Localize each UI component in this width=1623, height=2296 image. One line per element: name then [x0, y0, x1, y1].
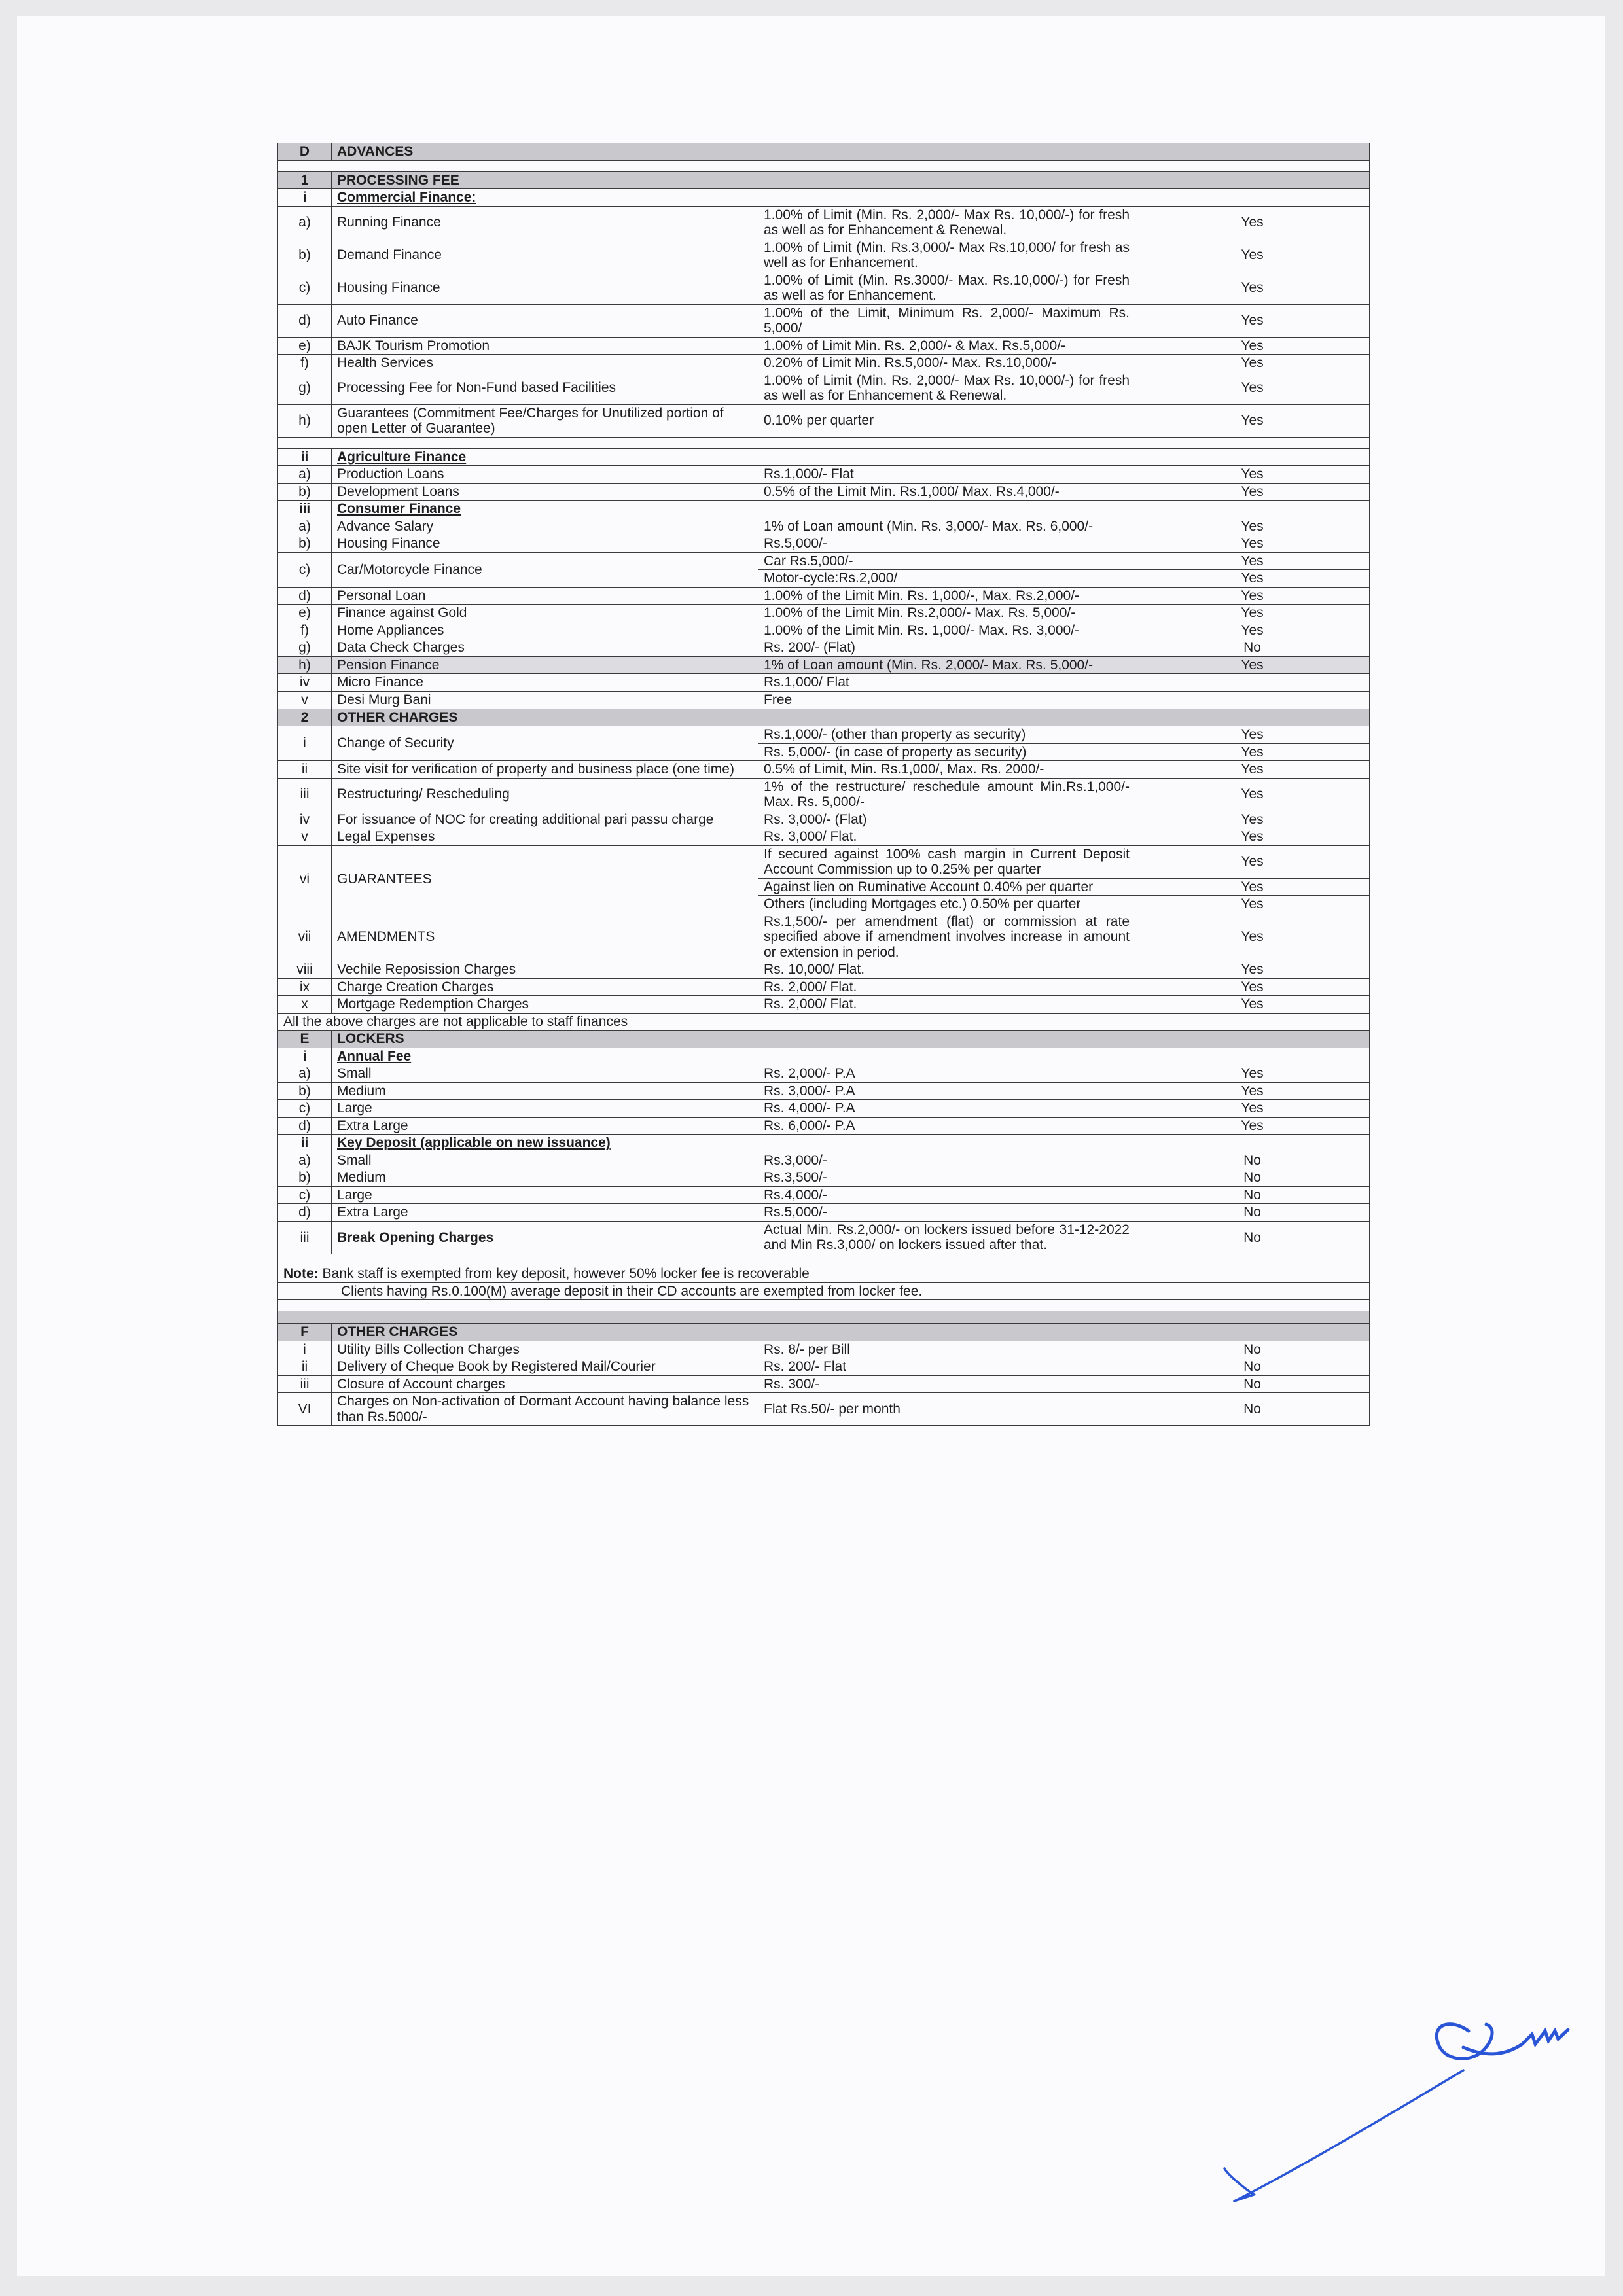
applicable-cell: No — [1135, 1204, 1370, 1222]
table-row — [278, 726, 1370, 744]
table-row — [278, 622, 1370, 639]
table-row — [278, 656, 1370, 674]
description-cell: Running Finance — [332, 206, 758, 239]
description-cell: Personal Loan — [332, 587, 758, 605]
table-row — [278, 913, 1370, 961]
charge-cell: 0.10% per quarter — [758, 404, 1135, 437]
charge-cell: 1.00% of Limit (Min. Rs. 2,000/- Max Rs. 10,000/-) for fresh as well as for Enhancement & Renewal. — [758, 372, 1135, 404]
description-cell: Processing Fee for Non-Fund based Facilities — [332, 372, 758, 404]
item-number: ii — [278, 1135, 332, 1152]
applicable-cell — [1135, 691, 1370, 709]
item-number: e) — [278, 605, 332, 622]
description-cell: Closure of Account charges — [332, 1375, 758, 1393]
item-number: b) — [278, 535, 332, 553]
description-cell: Desi Murg Bani — [332, 691, 758, 709]
applicable-cell — [1135, 171, 1370, 189]
note-text: Clients having Rs.0.100(M) average deposit in their CD accounts are exempted from locker fee. — [278, 1282, 1370, 1300]
charge-cell: Rs. 8/- per Bill — [758, 1341, 1135, 1358]
charge-cell — [758, 501, 1135, 518]
table-row — [278, 1031, 1370, 1048]
subsection-heading: Consumer Finance — [332, 501, 758, 518]
table-row — [278, 189, 1370, 207]
table-row — [278, 535, 1370, 553]
description-cell: Change of Security — [332, 726, 758, 761]
description-cell: GUARANTEES — [332, 845, 758, 913]
table-row — [278, 1186, 1370, 1204]
applicable-cell: Yes — [1135, 811, 1370, 828]
applicable-cell: No — [1135, 1221, 1370, 1254]
charge-cell: 0.5% of Limit, Min. Rs.1,000/, Max. Rs. 2000/- — [758, 761, 1135, 779]
applicable-cell: Yes — [1135, 535, 1370, 553]
applicable-cell: Yes — [1135, 828, 1370, 846]
table-row — [278, 143, 1370, 161]
charge-cell: Rs. 4,000/- P.A — [758, 1100, 1135, 1118]
applicable-cell: Yes — [1135, 239, 1370, 272]
item-number: D — [278, 143, 332, 161]
note-label: Note: — [283, 1266, 319, 1281]
item-number: f) — [278, 622, 332, 639]
section-heading: LOCKERS — [332, 1031, 758, 1048]
table-row — [278, 1341, 1370, 1358]
description-cell: Data Check Charges — [332, 639, 758, 657]
charge-cell: 0.20% of Limit Min. Rs.5,000/- Max. Rs.10,000/- — [758, 355, 1135, 372]
item-number: i — [278, 1048, 332, 1065]
charge-cell: Rs.3,500/- — [758, 1169, 1135, 1187]
table-row — [278, 605, 1370, 622]
applicable-cell: Yes — [1135, 337, 1370, 355]
table-row — [278, 639, 1370, 657]
item-number: 2 — [278, 709, 332, 726]
charge-cell: Rs. 2,000/- P.A — [758, 1065, 1135, 1083]
charge-cell: Rs. 6,000/- P.A — [758, 1117, 1135, 1135]
description-cell: AMENDMENTS — [332, 913, 758, 961]
item-number: VI — [278, 1393, 332, 1426]
table-row — [278, 1393, 1370, 1426]
applicable-cell: No — [1135, 1186, 1370, 1204]
description-cell: Site visit for verification of property and business place (one time) — [332, 761, 758, 779]
table-row — [278, 1221, 1370, 1254]
description-cell: Advance Salary — [332, 518, 758, 535]
subsection-heading: Agriculture Finance — [332, 448, 758, 466]
item-number: 1 — [278, 171, 332, 189]
charge-cell: 1.00% of the Limit Min. Rs. 1,000/-, Max. Rs.2,000/- — [758, 587, 1135, 605]
item-number: b) — [278, 1082, 332, 1100]
applicable-cell: No — [1135, 1169, 1370, 1187]
charge-cell: Car Rs.5,000/- — [758, 552, 1135, 570]
table-row — [278, 778, 1370, 811]
charge-cell — [758, 1135, 1135, 1152]
applicable-cell — [1135, 448, 1370, 466]
charge-cell: Against lien on Ruminative Account 0.40% per quarter — [758, 878, 1135, 896]
charge-cell — [758, 171, 1135, 189]
charge-cell: 1.00% of the Limit Min. Rs. 1,000/- Max. Rs. 3,000/- — [758, 622, 1135, 639]
item-number: f) — [278, 355, 332, 372]
charge-cell: 1.00% of Limit Min. Rs. 2,000/- & Max. Rs.5,000/- — [758, 337, 1135, 355]
charge-cell: 1.00% of the Limit Min. Rs.2,000/- Max. Rs. 5,000/- — [758, 605, 1135, 622]
applicable-cell — [1135, 501, 1370, 518]
table-row — [278, 996, 1370, 1014]
table-row — [278, 978, 1370, 996]
applicable-cell: Yes — [1135, 961, 1370, 979]
item-number: c) — [278, 1186, 332, 1204]
applicable-cell: Yes — [1135, 978, 1370, 996]
table-row — [278, 404, 1370, 437]
applicable-cell: Yes — [1135, 570, 1370, 588]
note-text: Bank staff is exempted from key deposit, however 50% locker fee is recoverable — [318, 1266, 810, 1281]
charge-cell: Rs. 200/- Flat — [758, 1358, 1135, 1376]
charge-cell: Rs.3,000/- — [758, 1152, 1135, 1169]
table-row — [278, 483, 1370, 501]
charge-cell — [758, 1048, 1135, 1065]
table-row — [278, 448, 1370, 466]
table-row — [278, 304, 1370, 337]
description-cell: Vechile Reposission Charges — [332, 961, 758, 979]
applicable-cell: Yes — [1135, 605, 1370, 622]
table-row — [278, 1375, 1370, 1393]
charge-cell: Others (including Mortgages etc.) 0.50% per quarter — [758, 896, 1135, 913]
applicable-cell: Yes — [1135, 404, 1370, 437]
document-page — [17, 16, 1605, 2276]
description-cell: Legal Expenses — [332, 828, 758, 846]
charge-cell: 1% of Loan amount (Min. Rs. 2,000/- Max. Rs. 5,000/- — [758, 656, 1135, 674]
item-number: c) — [278, 1100, 332, 1118]
item-number: a) — [278, 1065, 332, 1083]
description-cell: Housing Finance — [332, 272, 758, 304]
applicable-cell — [1135, 1135, 1370, 1152]
description-cell: Mortgage Redemption Charges — [332, 996, 758, 1014]
table-row — [278, 709, 1370, 726]
description-cell: Small — [332, 1065, 758, 1083]
description-cell: Housing Finance — [332, 535, 758, 553]
table-row — [278, 1311, 1370, 1324]
charge-cell: 0.5% of the Limit Min. Rs.1,000/ Max. Rs.4,000/- — [758, 483, 1135, 501]
item-number: h) — [278, 656, 332, 674]
footnote-text: All the above charges are not applicable to staff finances — [278, 1013, 1370, 1031]
table-row — [278, 1082, 1370, 1100]
applicable-cell: No — [1135, 1393, 1370, 1426]
table-row — [278, 518, 1370, 535]
item-number: E — [278, 1031, 332, 1048]
item-number: F — [278, 1324, 332, 1341]
applicable-cell: Yes — [1135, 845, 1370, 878]
item-number: c) — [278, 272, 332, 304]
description-cell: Production Loans — [332, 466, 758, 484]
table-row — [278, 1152, 1370, 1169]
item-number: iii — [278, 501, 332, 518]
description-cell: Restructuring/ Rescheduling — [332, 778, 758, 811]
item-number: b) — [278, 239, 332, 272]
applicable-cell: Yes — [1135, 355, 1370, 372]
applicable-cell: Yes — [1135, 1117, 1370, 1135]
applicable-cell — [1135, 709, 1370, 726]
item-number: viii — [278, 961, 332, 979]
charge-cell: Rs. 2,000/ Flat. — [758, 996, 1135, 1014]
item-number: v — [278, 691, 332, 709]
item-number: iv — [278, 674, 332, 692]
description-cell: Guarantees (Commitment Fee/Charges for Unutilized portion of open Letter of Guarantee) — [332, 404, 758, 437]
table-row — [278, 691, 1370, 709]
charge-cell: Rs. 3,000/- P.A — [758, 1082, 1135, 1100]
description-cell: Car/Motorcycle Finance — [332, 552, 758, 587]
charge-cell — [758, 709, 1135, 726]
applicable-cell — [1135, 1031, 1370, 1048]
table-row — [278, 337, 1370, 355]
table-row — [278, 845, 1370, 878]
subsection-heading: Commercial Finance: — [332, 189, 758, 207]
description-cell: For issuance of NOC for creating additional pari passu charge — [332, 811, 758, 828]
item-number: ix — [278, 978, 332, 996]
charge-cell: Rs. 3,000/- (Flat) — [758, 811, 1135, 828]
item-number: i — [278, 1341, 332, 1358]
charge-cell: 1.00% of Limit (Min. Rs.3,000/- Max Rs.10,000/ for fresh as well as for Enhancement. — [758, 239, 1135, 272]
charge-cell: Flat Rs.50/- per month — [758, 1393, 1135, 1426]
table-row — [278, 160, 1370, 171]
applicable-cell: Yes — [1135, 587, 1370, 605]
item-number: d) — [278, 587, 332, 605]
item-number: ii — [278, 1358, 332, 1376]
charge-cell: If secured against 100% cash margin in Current Deposit Account Commission up to 0.25% per quarter — [758, 845, 1135, 878]
charge-cell: Rs. 10,000/ Flat. — [758, 961, 1135, 979]
item-number: a) — [278, 1152, 332, 1169]
blank-cell — [278, 437, 1370, 448]
table-row — [278, 761, 1370, 779]
table-row — [278, 1282, 1370, 1300]
applicable-cell: Yes — [1135, 913, 1370, 961]
applicable-cell: Yes — [1135, 1100, 1370, 1118]
table-row — [278, 1265, 1370, 1283]
item-number: c) — [278, 552, 332, 587]
item-number: ii — [278, 448, 332, 466]
applicable-cell: No — [1135, 1375, 1370, 1393]
applicable-cell: Yes — [1135, 761, 1370, 779]
item-number: iii — [278, 1221, 332, 1254]
charge-cell: Rs.1,000/- (other than property as security) — [758, 726, 1135, 744]
table-row — [278, 1135, 1370, 1152]
applicable-cell: Yes — [1135, 743, 1370, 761]
description-cell: Finance against Gold — [332, 605, 758, 622]
charge-cell: Motor-cycle:Rs.2,000/ — [758, 570, 1135, 588]
charge-cell: Actual Min. Rs.2,000/- on lockers issued before 31-12-2022 and Min Rs.3,000/ on lockers issued after that. — [758, 1221, 1135, 1254]
charge-cell — [758, 1324, 1135, 1341]
applicable-cell: Yes — [1135, 552, 1370, 570]
table-row — [278, 372, 1370, 404]
blank-cell — [278, 1254, 1370, 1265]
table-row — [278, 501, 1370, 518]
applicable-cell: Yes — [1135, 878, 1370, 896]
subsection-heading: Annual Fee — [332, 1048, 758, 1065]
charge-cell: Rs. 5,000/- (in case of property as security) — [758, 743, 1135, 761]
item-number: iii — [278, 778, 332, 811]
charge-cell: Rs.4,000/- — [758, 1186, 1135, 1204]
charge-cell: Rs.5,000/- — [758, 1204, 1135, 1222]
item-number: b) — [278, 483, 332, 501]
description-cell: Medium — [332, 1169, 758, 1187]
table-row — [278, 1324, 1370, 1341]
description-cell: Small — [332, 1152, 758, 1169]
blank-cell — [278, 1300, 1370, 1311]
description-cell: Development Loans — [332, 483, 758, 501]
table-row — [278, 272, 1370, 304]
item-number: d) — [278, 1204, 332, 1222]
applicable-cell — [1135, 189, 1370, 207]
applicable-cell: Yes — [1135, 1082, 1370, 1100]
charge-cell: Rs. 3,000/ Flat. — [758, 828, 1135, 846]
description-cell: Large — [332, 1186, 758, 1204]
description-cell: Micro Finance — [332, 674, 758, 692]
item-number: g) — [278, 372, 332, 404]
item-number: vi — [278, 845, 332, 913]
item-number: g) — [278, 639, 332, 657]
table-row — [278, 1013, 1370, 1031]
item-number: d) — [278, 304, 332, 337]
table-row — [278, 206, 1370, 239]
table-row — [278, 437, 1370, 448]
charge-cell: 1.00% of Limit (Min. Rs.3000/- Max. Rs.10,000/-) for Fresh as well as for Enhancement. — [758, 272, 1135, 304]
shaded-bar — [278, 1311, 1370, 1324]
description-cell: Utility Bills Collection Charges — [332, 1341, 758, 1358]
item-number: iii — [278, 1375, 332, 1393]
description-cell: Large — [332, 1100, 758, 1118]
section-heading: PROCESSING FEE — [332, 171, 758, 189]
applicable-cell: Yes — [1135, 272, 1370, 304]
charge-cell: Rs.1,000/- Flat — [758, 466, 1135, 484]
item-number: vii — [278, 913, 332, 961]
table-row — [278, 1048, 1370, 1065]
item-number: h) — [278, 404, 332, 437]
applicable-cell: Yes — [1135, 656, 1370, 674]
item-number: i — [278, 189, 332, 207]
item-number: b) — [278, 1169, 332, 1187]
applicable-cell: Yes — [1135, 996, 1370, 1014]
applicable-cell — [1135, 1324, 1370, 1341]
description-cell: BAJK Tourism Promotion — [332, 337, 758, 355]
schedule-of-charges-table — [277, 143, 1370, 1426]
blank-cell — [278, 160, 1370, 171]
section-heading: OTHER CHARGES — [332, 1324, 758, 1341]
handwritten-signature — [1156, 1979, 1575, 2227]
table-row — [278, 552, 1370, 570]
applicable-cell: Yes — [1135, 778, 1370, 811]
table-row — [278, 171, 1370, 189]
item-number: v — [278, 828, 332, 846]
description-cell: Extra Large — [332, 1117, 758, 1135]
item-number: x — [278, 996, 332, 1014]
applicable-cell: Yes — [1135, 372, 1370, 404]
charge-cell: Rs. 300/- — [758, 1375, 1135, 1393]
applicable-cell: Yes — [1135, 483, 1370, 501]
charge-cell: Rs. 2,000/ Flat. — [758, 978, 1135, 996]
charge-cell — [758, 189, 1135, 207]
description-cell: Charge Creation Charges — [332, 978, 758, 996]
applicable-cell — [1135, 1048, 1370, 1065]
applicable-cell: Yes — [1135, 622, 1370, 639]
table-row — [278, 239, 1370, 272]
charge-cell: 1% of the restructure/ reschedule amount Min.Rs.1,000/- Max. Rs. 5,000/- — [758, 778, 1135, 811]
applicable-cell: Yes — [1135, 466, 1370, 484]
table-row — [278, 1117, 1370, 1135]
table-row — [278, 674, 1370, 692]
charge-cell: 1.00% of the Limit, Minimum Rs. 2,000/- Maximum Rs. 5,000/ — [758, 304, 1135, 337]
table-row — [278, 1065, 1370, 1083]
item-number: a) — [278, 466, 332, 484]
applicable-cell — [1135, 674, 1370, 692]
applicable-cell: No — [1135, 1152, 1370, 1169]
charge-cell: Rs.1,500/- per amendment (flat) or commission at rate specified above if amendment involves increase in amount or extension in period. — [758, 913, 1135, 961]
section-heading: ADVANCES — [332, 143, 1370, 161]
table-row — [278, 1254, 1370, 1265]
charge-cell: 1.00% of Limit (Min. Rs. 2,000/- Max Rs. 10,000/-) for fresh as well as for Enhancement & Renewal. — [758, 206, 1135, 239]
table-row — [278, 587, 1370, 605]
applicable-cell: Yes — [1135, 1065, 1370, 1083]
table-row — [278, 828, 1370, 846]
item-number: a) — [278, 206, 332, 239]
description-cell: Delivery of Cheque Book by Registered Mail/Courier — [332, 1358, 758, 1376]
table-row — [278, 1204, 1370, 1222]
applicable-cell: Yes — [1135, 206, 1370, 239]
item-number: d) — [278, 1117, 332, 1135]
charge-cell — [758, 1031, 1135, 1048]
charge-cell: Rs.5,000/- — [758, 535, 1135, 553]
item-number: ii — [278, 761, 332, 779]
table-row — [278, 811, 1370, 828]
description-cell: Demand Finance — [332, 239, 758, 272]
charge-cell: 1% of Loan amount (Min. Rs. 3,000/- Max. Rs. 6,000/- — [758, 518, 1135, 535]
table-row — [278, 961, 1370, 979]
applicable-cell: No — [1135, 1358, 1370, 1376]
description-cell: Charges on Non-activation of Dormant Account having balance less than Rs.5000/- — [332, 1393, 758, 1426]
table-row — [278, 1100, 1370, 1118]
description-cell: Pension Finance — [332, 656, 758, 674]
description-cell: Health Services — [332, 355, 758, 372]
table-row — [278, 1169, 1370, 1187]
charge-cell: Rs.1,000/ Flat — [758, 674, 1135, 692]
table-row — [278, 1300, 1370, 1311]
table-row — [278, 1358, 1370, 1376]
item-number: e) — [278, 337, 332, 355]
applicable-cell: Yes — [1135, 304, 1370, 337]
charge-cell — [758, 448, 1135, 466]
applicable-cell: No — [1135, 639, 1370, 657]
charge-cell: Rs. 200/- (Flat) — [758, 639, 1135, 657]
charge-cell: Free — [758, 691, 1135, 709]
description-cell: Extra Large — [332, 1204, 758, 1222]
applicable-cell: No — [1135, 1341, 1370, 1358]
note-cell — [278, 1265, 1370, 1283]
description-cell: Break Opening Charges — [332, 1221, 758, 1254]
item-number: a) — [278, 518, 332, 535]
description-cell: Medium — [332, 1082, 758, 1100]
description-cell: Home Appliances — [332, 622, 758, 639]
table-row — [278, 466, 1370, 484]
table-body — [278, 143, 1370, 1426]
table-row — [278, 355, 1370, 372]
section-heading: OTHER CHARGES — [332, 709, 758, 726]
applicable-cell: Yes — [1135, 518, 1370, 535]
subsection-heading: Key Deposit (applicable on new issuance) — [332, 1135, 758, 1152]
description-cell: Auto Finance — [332, 304, 758, 337]
item-number: i — [278, 726, 332, 761]
item-number: iv — [278, 811, 332, 828]
applicable-cell: Yes — [1135, 726, 1370, 744]
applicable-cell: Yes — [1135, 896, 1370, 913]
